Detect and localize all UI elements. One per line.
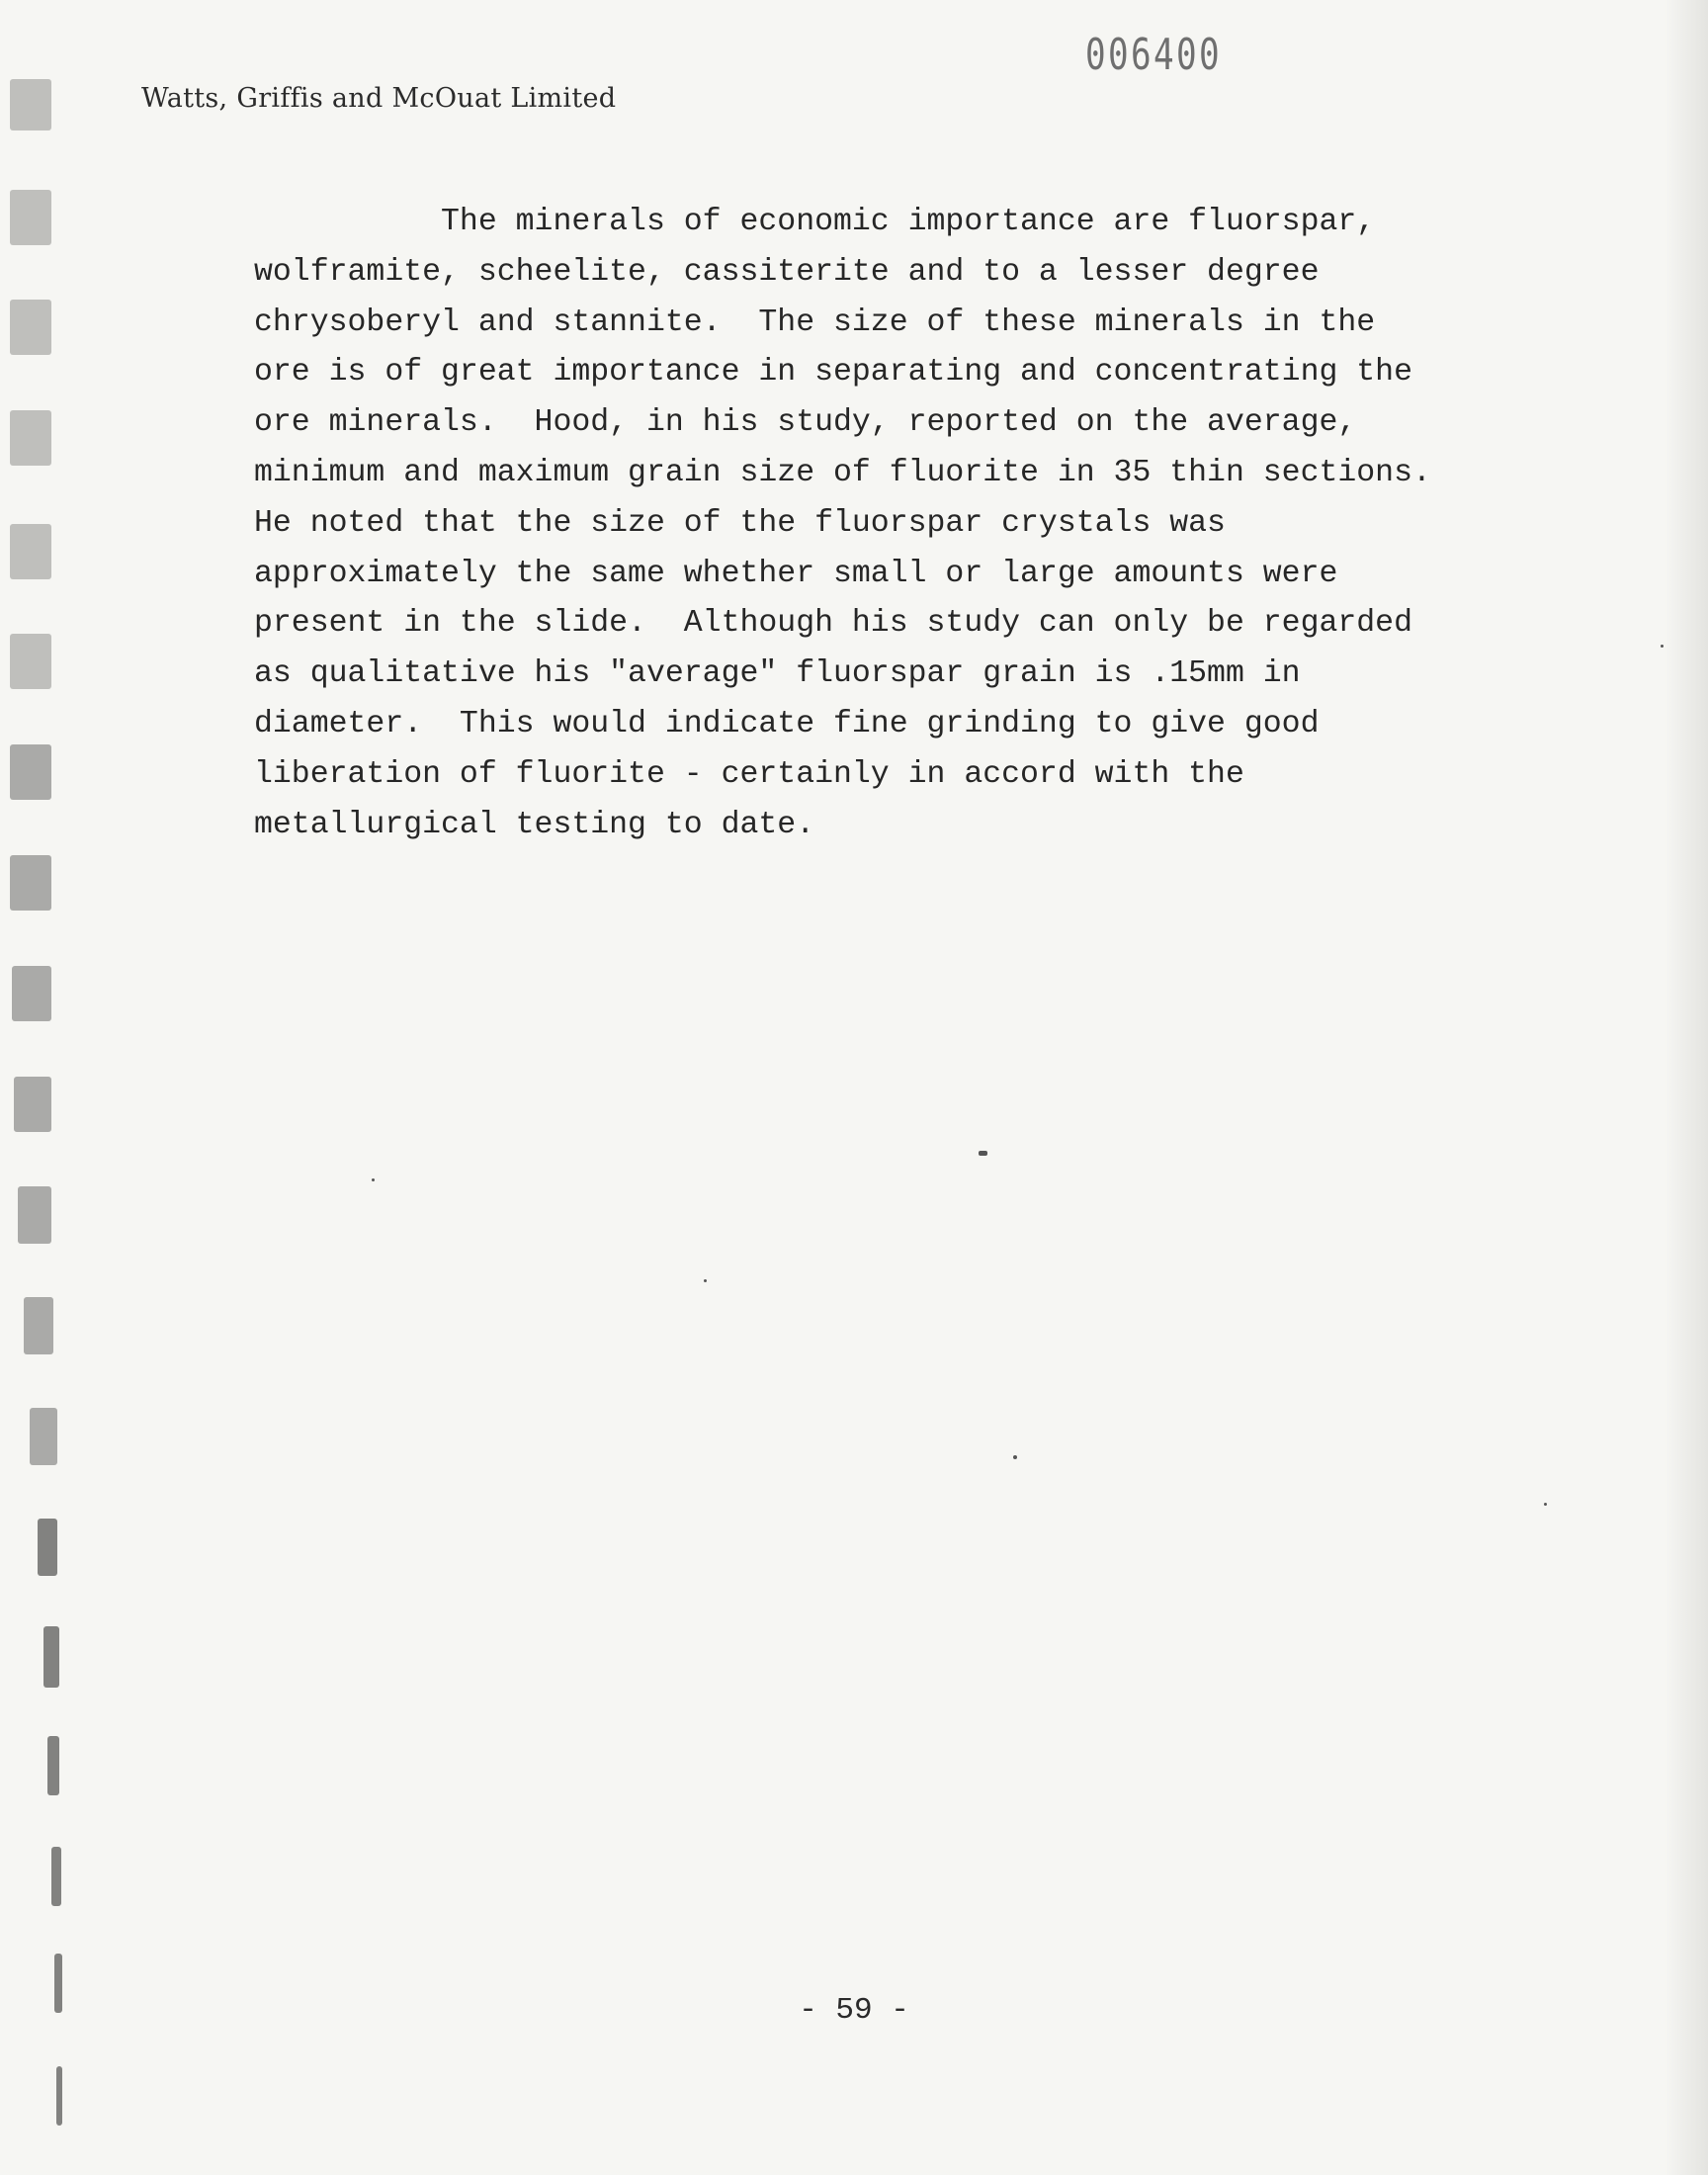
page-number: - 59 - bbox=[799, 1993, 909, 2028]
binding-hole bbox=[10, 410, 51, 466]
scan-speck bbox=[979, 1151, 987, 1156]
text-line: diameter. This would indicate fine grinding to give good bbox=[254, 706, 1320, 741]
binding-hole bbox=[24, 1297, 53, 1354]
binding-hole bbox=[51, 1847, 61, 1906]
binding-hole bbox=[10, 300, 51, 355]
text-line: minimum and maximum grain size of fluorite in 35 thin sections. bbox=[254, 455, 1431, 490]
text-line: as qualitative his "average" fluorspar grain is .15mm in bbox=[254, 656, 1301, 692]
page-edge-shadow bbox=[1665, 0, 1708, 2175]
binding-hole bbox=[18, 1186, 51, 1244]
text-line: approximately the same whether small or large amounts were bbox=[254, 556, 1338, 591]
scan-speck bbox=[372, 1178, 375, 1181]
binding-hole bbox=[10, 190, 51, 245]
scan-speck bbox=[1544, 1503, 1547, 1506]
text-line: The minerals of economic importance are fluorspar, bbox=[254, 205, 1376, 239]
text-line: wolframite, scheelite, cassiterite and to a lesser degree bbox=[254, 254, 1320, 290]
text-line: He noted that the size of the fluorspar crystals was bbox=[254, 505, 1226, 541]
company-letterhead: Watts, Griffis and McOuat Limited bbox=[141, 83, 617, 114]
binding-hole bbox=[14, 1077, 51, 1132]
binding-hole bbox=[10, 524, 51, 579]
scan-speck bbox=[1013, 1455, 1017, 1459]
text-line: ore is of great importance in separating and concentrating the bbox=[254, 355, 1412, 391]
binding-hole bbox=[10, 634, 51, 689]
text-line: liberation of fluorite - certainly in accord with the bbox=[254, 756, 1244, 792]
binding-hole bbox=[10, 855, 51, 911]
binding-hole bbox=[56, 2066, 62, 2126]
text-line: ore minerals. Hood, in his study, reported on the average, bbox=[254, 405, 1357, 441]
binding-hole bbox=[38, 1519, 57, 1576]
binding-hole bbox=[12, 966, 51, 1021]
text-line: present in the slide. Although his study can only be regarded bbox=[254, 606, 1412, 642]
binding-holes bbox=[0, 0, 69, 2175]
binding-hole bbox=[10, 744, 51, 800]
binding-hole bbox=[10, 79, 51, 130]
binding-hole bbox=[43, 1626, 59, 1688]
text-line: metallurgical testing to date. bbox=[254, 807, 815, 842]
text-line: chrysoberyl and stannite. The size of these minerals in the bbox=[254, 304, 1376, 340]
scan-speck bbox=[704, 1279, 707, 1282]
binding-hole bbox=[30, 1408, 57, 1465]
body-paragraph bbox=[254, 198, 1539, 850]
scan-speck bbox=[1661, 645, 1664, 648]
document-number-stamp: 006400 bbox=[1085, 30, 1223, 80]
binding-hole bbox=[47, 1736, 59, 1795]
